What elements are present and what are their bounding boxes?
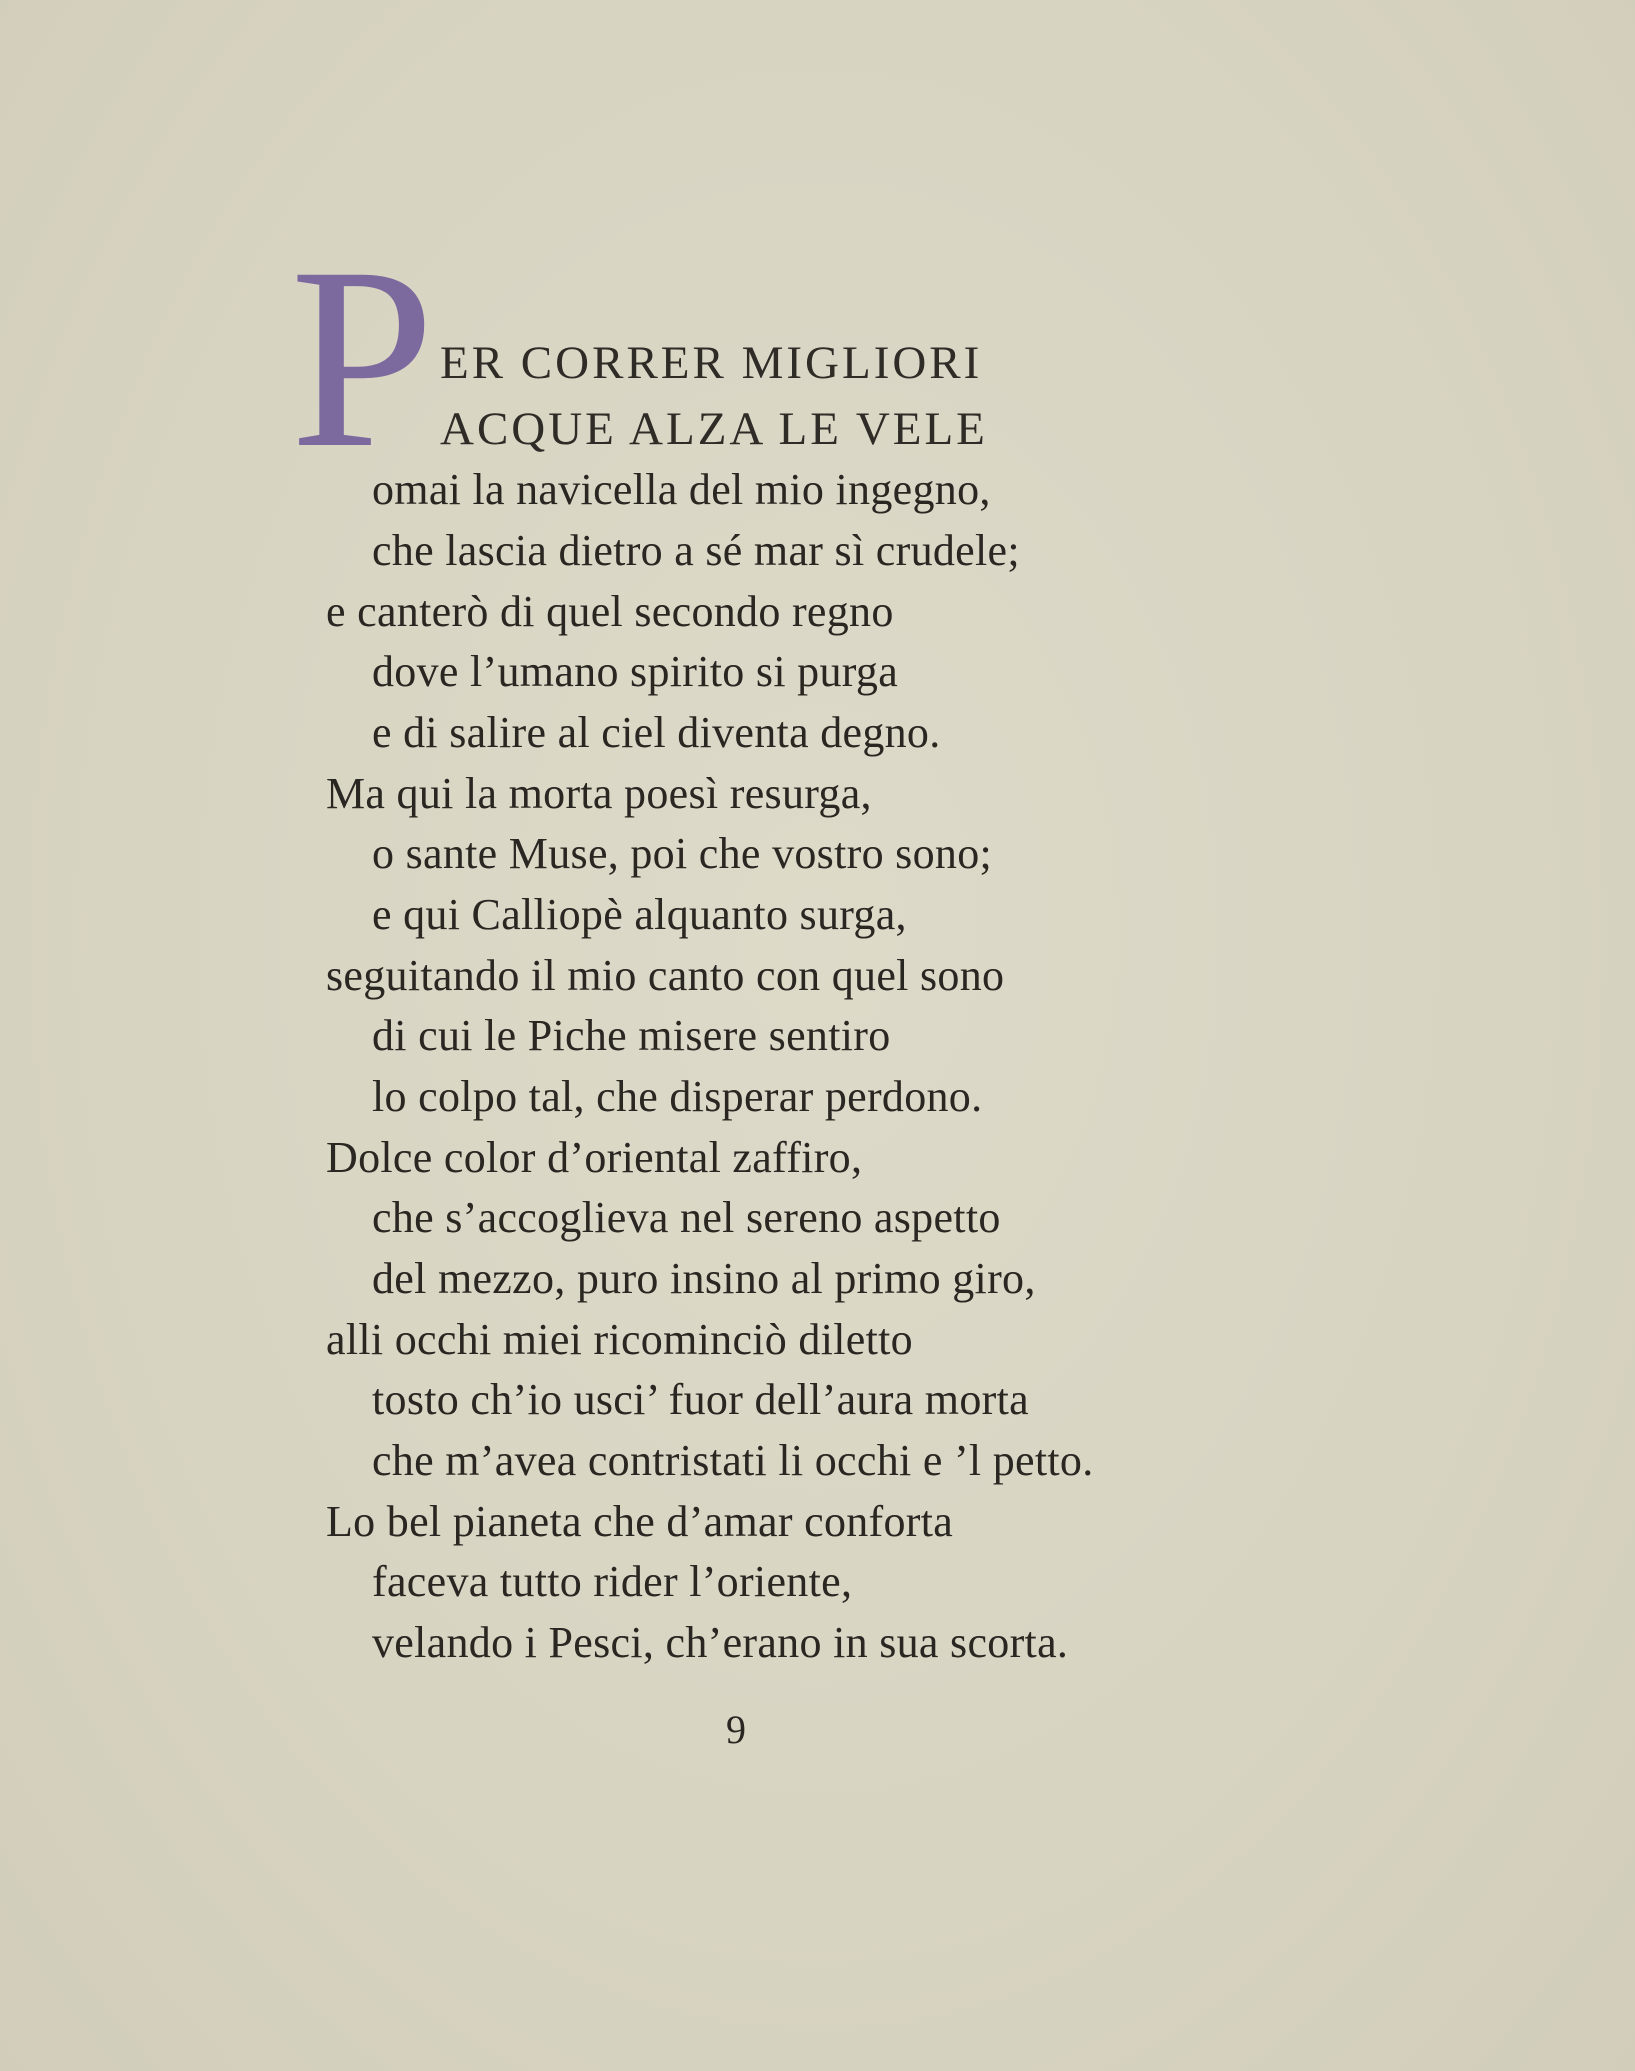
verse-line-6: Ma qui la morta poesì resurga, — [326, 769, 872, 818]
verse-line-7: o sante Muse, poi che vostro sono; — [372, 829, 993, 878]
verse-line-15: alli occhi miei ricominciò diletto — [326, 1315, 913, 1364]
verse-line-3: e canterò di quel secondo regno — [326, 587, 894, 636]
verse-line-1: omai la navicella del mio ingegno, — [372, 465, 991, 514]
verse-line-14: del mezzo, puro insino al primo giro, — [372, 1254, 1036, 1303]
verse-line-8: e qui Calliopè alquanto surga, — [372, 890, 907, 939]
verse-line-13: che s’accoglieva nel sereno aspetto — [372, 1193, 1001, 1242]
verse-line-9: seguitando il mio canto con quel sono — [326, 951, 1005, 1000]
verse-line-5: e di salire al ciel diventa degno. — [372, 708, 941, 757]
verse-line-18: Lo bel pianeta che d’amar conforta — [326, 1497, 954, 1546]
verse-line-20: velando i Pesci, ch’erano in sua scorta. — [372, 1618, 1069, 1667]
verse-line-19: faceva tutto rider l’oriente, — [372, 1557, 853, 1606]
opening-line-2: ACQUE ALZA LE VELE — [440, 403, 988, 455]
drop-cap: P — [290, 214, 435, 502]
page-number: 9 — [726, 1707, 746, 1752]
opening-line-1: ER CORRER MIGLIORI — [440, 337, 983, 389]
verse-line-16: tosto ch’io usci’ fuor dell’aura morta — [372, 1375, 1029, 1424]
verse-line-10: di cui le Piche misere sentiro — [372, 1011, 891, 1060]
verse-line-4: dove l’umano spirito si purga — [372, 647, 899, 696]
verse-line-12: Dolce color d’oriental zaffiro, — [326, 1133, 863, 1182]
verse-line-2: che lascia dietro a sé mar sì crudele; — [372, 526, 1020, 575]
verse-line-11: lo colpo tal, che disperar perdono. — [372, 1072, 983, 1121]
verse-line-17: che m’avea contristati li occhi e ’l petto. — [372, 1436, 1094, 1485]
